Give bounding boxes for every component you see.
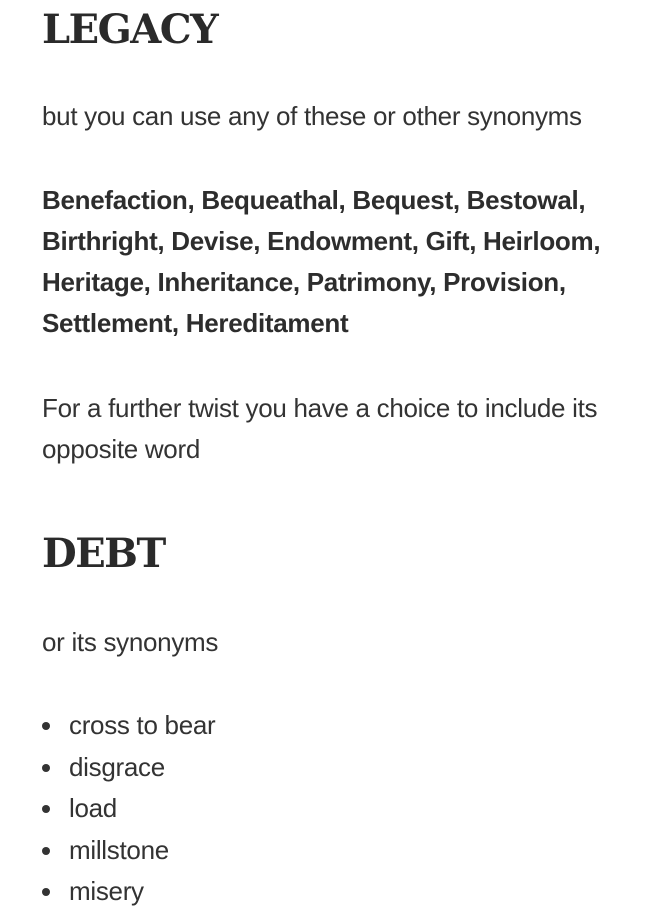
list-item-label: cross to bear <box>69 710 216 740</box>
legacy-intro-text: but you can use any of these or other synonyms <box>42 101 582 131</box>
debt-intro-text: or its synonyms <box>42 627 219 657</box>
list-item <box>42 830 215 872</box>
heading-debt: DEBT <box>42 530 165 577</box>
debt-synonyms-list <box>42 705 215 913</box>
bullet-icon <box>42 805 50 813</box>
legacy-twist-text: For a further twist you have a choice to include its opposite word <box>42 393 598 464</box>
list-item <box>42 871 215 913</box>
list-item <box>42 788 215 830</box>
list-item-label: misery <box>69 876 144 906</box>
bullet-icon <box>42 888 50 896</box>
bullet-icon <box>42 764 50 772</box>
bullet-icon <box>42 847 50 855</box>
legacy-synonyms-text: Benefaction, Bequeathal, Bequest, Bestowal, Birthright, Devise, Endowment, Gift, Heirloom, Heritage, Inheritance, Patrimony, Provision, Settlement, Hereditament <box>42 185 601 338</box>
list-item-label: load <box>69 793 117 823</box>
list-item-label: millstone <box>69 834 169 865</box>
bullet-icon <box>42 722 50 730</box>
list-item-label: disgrace <box>69 751 165 782</box>
list-item <box>42 705 215 747</box>
list-item <box>42 747 215 789</box>
heading-legacy: LEGACY <box>42 6 218 53</box>
